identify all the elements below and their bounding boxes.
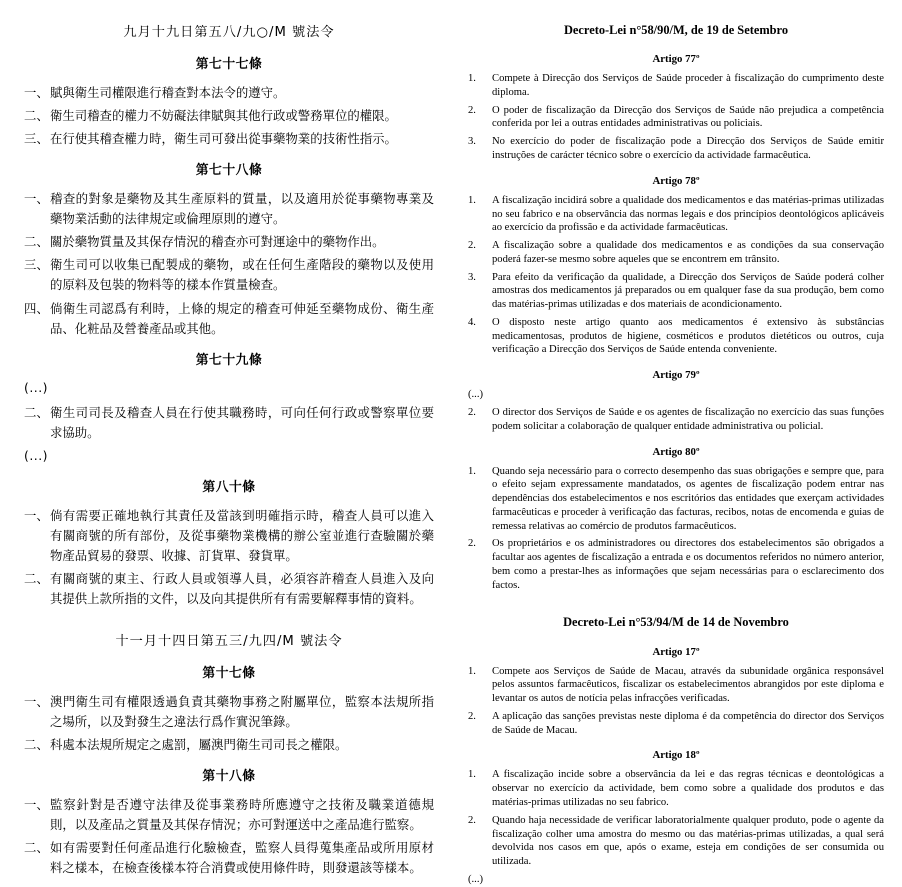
article-item (24, 403, 434, 443)
item-number: 1. (468, 769, 476, 781)
item-number: 二、 (24, 840, 49, 856)
article-item (24, 255, 434, 295)
item-text: 科處本法規所規定之處罰，屬澳門衛生司司長之權限。 (50, 737, 348, 753)
article-item (468, 72, 884, 100)
item-text: 有關商號的東主、行政人員或領導人員，必須容許稽查人員進入及向其提供上款所指的文件，以及向其提供所有有需要解釋事情的資料。 (50, 570, 434, 606)
item-number: 1. (468, 194, 476, 206)
article-item (468, 768, 884, 809)
article-item (24, 735, 434, 755)
article-heading-zh-17: 第十七條 (202, 666, 256, 682)
item-number: 三、 (24, 257, 49, 273)
article-item (24, 129, 434, 149)
item-text: 衛生司可以收集已配製成的藥物，或在任何生產階段的藥物以及使用的原料及包裝的物料等的樣本作質量檢查。 (50, 257, 434, 293)
portuguese-column (448, 22, 884, 885)
article-heading-pt-17: Artigo 17º (652, 645, 700, 658)
item-number: 一、 (24, 507, 49, 523)
item-text: 關於藥物質量及其保存情況的稽查亦可對運途中的藥物作出。 (50, 234, 385, 250)
item-text: 稽查的對象是藥物及其生產原料的質量，以及適用於從事藥物專業及藥物業活動的法律規定或倫理原則的遵守。 (50, 191, 434, 227)
article-heading-zh-78: 第七十八條 (195, 163, 263, 179)
item-text: Os proprietários e os administradores ou directores dos estabelecimentos são obrigados a facultar aos agentes de fiscalização a entrada e os documentos referidos no número anterior, bem como a prestar-lhes as informações que sejam necessárias para o esclarecimento dos factos. (492, 538, 884, 591)
article-item (468, 406, 884, 434)
item-number: 四、 (24, 300, 49, 316)
item-text: 在行使其稽查權力時，衛生司可發出從事藥物業的技術性指示。 (50, 131, 397, 147)
item-number: 3. (468, 136, 476, 148)
item-number: 三、 (24, 131, 49, 147)
article-item (468, 239, 884, 267)
item-number: 1. (468, 465, 476, 477)
item-number: 一、 (24, 694, 49, 710)
item-number: 1. (468, 665, 476, 677)
article-heading-zh-18: 第十八條 (202, 769, 256, 785)
item-text: No exercício do poder de fiscalização pode a Direcção dos Serviços de Saúde emitir instruções de carácter técnico sobre o exercício da actividade farmacêutica. (492, 136, 884, 161)
item-number: 2. (468, 104, 476, 116)
article-heading-pt-80: Artigo 80º (652, 445, 700, 458)
item-number: 2. (468, 710, 476, 722)
item-text: 衛生司稽查的權力不妨礙法律賦與其他行政或警務單位的權限。 (50, 108, 397, 124)
chinese-column (18, 22, 448, 876)
two-column-layout (18, 22, 884, 885)
article-heading-zh-79: 第七十九條 (195, 352, 263, 368)
item-text: O director dos Serviços de Saúde e os agentes de fiscalização no exercício das suas funções podem solicitar a colaboração de qualquer entidade administrativa ou policial. (492, 407, 884, 432)
item-text: Compete aos Serviços de Saúde de Macau, através da subunidade orgânica responsável pelos assuntos farmacêuticos, fiscalizar os estabelecimentos abrangidos por este diploma e levantar os autos de notícia pelas infracções verificadas. (492, 665, 884, 705)
article-heading-pt-79: Artigo 79º (652, 369, 700, 382)
item-number: 二、 (24, 404, 49, 420)
item-number: 一、 (24, 85, 49, 101)
item-text: 衛生司司長及稽查人員在行使其職務時，可向任何行政或警察單位要求協助。 (50, 404, 434, 440)
article-item (468, 465, 884, 534)
document-title-zh-2: 十一月十四日第五三/九四/M 號法令 (115, 634, 343, 650)
item-number: 3. (468, 271, 476, 283)
item-text: Compete à Direcção dos Serviços de Saúde proceder à fiscalização do cumprimento deste diploma. (492, 73, 884, 98)
article-heading-pt-77: Artigo 77º (652, 53, 700, 66)
item-text: Quando seja necessário para o correcto desempenho das suas obrigações e sempre que, para o efeito sejam expressamente mandatados, os agentes de fiscalização podem entrar nas dependências dos estabelecimentos e nos escritórios das entidades que exerçam actividades farmacêuticas e proceder à verificação das facturas, recibos, notas de encomenda e guias de remessa relativas ao comércio de produtos farmacêuticos. (492, 465, 884, 532)
article-item (468, 194, 884, 235)
item-text: 倘有需要正確地執行其責任及當該到明確指示時，稽查人員可以進入有關商號的所有部份，及從事藥物業機構的辦公室並進行查驗關於藥物產品貿易的發票、收據、訂貨單、發貨單。 (50, 507, 434, 563)
article-heading-zh-77: 第七十七條 (195, 57, 263, 73)
document-title-pt-1: Decreto-Lei n°58/90/M, de 19 de Setembro (563, 23, 789, 37)
article-item (24, 506, 434, 566)
item-text: 如有需要對任何產品進行化驗檢查，監察人員得蒐集產品或所用原材料之樣本，在檢查後樣本符合消費或使用條件時，則發還該等樣本。 (50, 840, 434, 876)
item-text: A fiscalização incide sobre a observância da lei e das regras técnicas e deontológicas a observar no exercício da actividade, bem como sobre a qualidade dos produtos e das matérias-primas utilizadas no seu fabrico. (492, 769, 884, 808)
item-text: Quando haja necessidade de verificar laboratorialmente qualquer produto, pode o agente da fiscalização colher uma amostra do mesmo ou das matérias-primas utilizadas, a qual será devolvida nos casos em que, após o exame, esteja em condições de ser consumida ou utilizada. (492, 814, 884, 868)
item-text: 澳門衛生司有權限透過負責其藥物事務之附屬單位，監察本法規所指之場所，以及對發生之違法行爲作實況筆錄。 (50, 694, 434, 730)
article-item (24, 795, 434, 835)
item-number: 2. (468, 814, 476, 826)
item-number: 一、 (24, 191, 49, 207)
document-title-zh-1: 九月十九日第五八/九○/M 號法令 (123, 25, 335, 40)
document-title-pt-2: Decreto-Lei n°53/94/M de 14 de Novembro (563, 615, 789, 630)
article-item (468, 814, 884, 869)
article-item (468, 710, 884, 738)
article-item (24, 838, 434, 878)
article-item (24, 569, 434, 609)
article-item (24, 83, 434, 103)
item-text: 監察針對是否遵守法律及從事業務時所應遵守之技術及職業道德規則，以及產品之質量及其保存情況；亦可對運送中之產品進行監察。 (50, 797, 434, 833)
omission-marker: (...) (24, 447, 48, 463)
article-item (24, 299, 434, 339)
article-item (24, 106, 434, 126)
item-text: O poder de fiscalização da Direcção dos Serviços de Saúde não prejudica a competência conferida por lei a outras entidades administrativas ou policiais. (492, 104, 884, 130)
article-heading-zh-80: 第八十條 (202, 479, 256, 495)
item-number: 4. (468, 316, 476, 328)
item-text: A fiscalização incidirá sobre a qualidade dos medicamentos e das matérias-primas utilizadas no seu fabrico e na observância das normas legais e dos princípios deontológicos aplicáveis ao exercício da profissão e da actividade farmacêuticas. (492, 194, 884, 234)
article-item (468, 271, 884, 312)
omission-marker: (...) (24, 380, 48, 396)
omission-marker: (...) (468, 873, 484, 885)
item-text: 賦與衛生司權限進行稽查對本法令的遵守。 (50, 85, 286, 101)
omission-marker: (...) (468, 389, 484, 401)
item-number: 2. (468, 240, 476, 252)
item-number: 二、 (24, 108, 49, 124)
article-item (468, 537, 884, 592)
item-text: 倘衛生司認爲有利時，上條的規定的稽查可伸延至藥物成份、衛生產品、化粧品及營養產品或其他。 (50, 300, 434, 336)
item-number: 1. (468, 73, 476, 85)
item-number: 二、 (24, 234, 49, 250)
item-number: 2. (468, 538, 476, 550)
item-number: 一、 (24, 797, 49, 813)
article-heading-pt-78: Artigo 78º (652, 174, 700, 187)
item-number: 二、 (24, 737, 49, 753)
item-text: A aplicação das sanções previstas neste diploma é da competência do director dos Serviços de Saúde de Macau. (492, 710, 884, 736)
item-number: 二、 (24, 570, 49, 586)
item-text: Para efeito da verificação da qualidade, a Direcção dos Serviços de Saúde poderá colher amostras dos medicamentos já preparados ou em qualquer fase da sua produção, bem como das matérias-primas utilizadas e dos materiais de acondicionamento. (492, 271, 884, 311)
article-item (468, 316, 884, 357)
article-item (24, 232, 434, 252)
article-item (468, 135, 884, 163)
article-heading-pt-18: Artigo 18º (652, 749, 700, 762)
article-item (24, 189, 434, 229)
item-number: 2. (468, 407, 476, 418)
article-item (24, 692, 434, 732)
article-item (468, 665, 884, 706)
article-item (468, 104, 884, 132)
item-text: O disposto neste artigo quanto aos medicamentos é extensivo às substâncias medicamentosas, produtos de higiene, cosméticos e produtos dietéticos ou outros, cuja verificação a Direcção dos Serviços de Saúde entenda conveniente. (492, 316, 884, 356)
item-text: A fiscalização sobre a qualidade dos medicamentos e as condições da sua conservação poderá fazer-se mesmo sobre aqueles que se encontrem em trânsito. (492, 240, 884, 265)
